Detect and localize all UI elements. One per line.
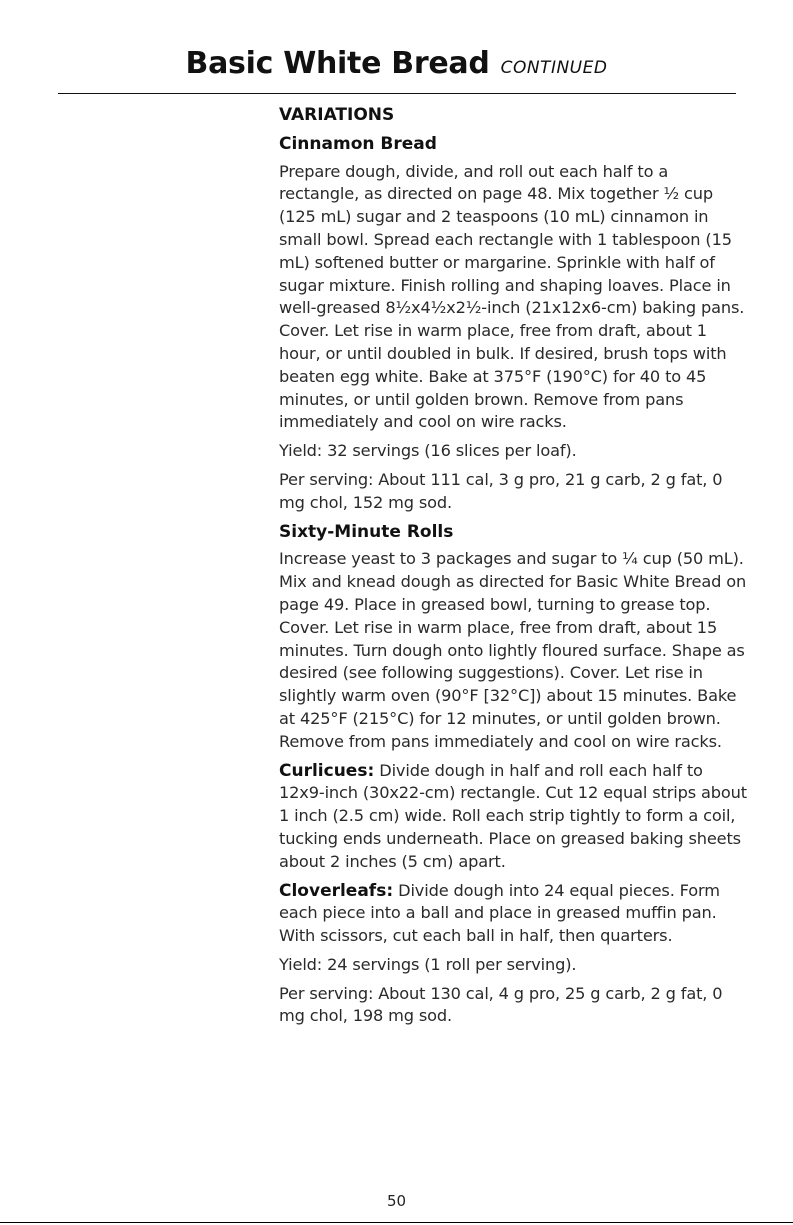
cloverleafs-label: Cloverleafs: bbox=[279, 880, 394, 901]
cloverleafs-text: Divide dough into 24 equal pieces. Form each piece into a ball and place in greased muffin pan. With scissors, cut each ball in half, then quarters. bbox=[279, 880, 720, 946]
curlicues-text: Divide dough in half and roll each half to 12x9-inch (30x22-cm) rectangle. Cut 12 equal strips about 1 inch (2.5 cm) wide. Roll each strip tightly to form a coil, tucking ends underneath. Place on greased baking sheets about 2 inches (5 cm) apart. bbox=[279, 760, 747, 871]
page-subtitle: CONTINUED bbox=[500, 58, 608, 78]
page-number: 50 bbox=[386, 1192, 407, 1210]
bottom-divider bbox=[0, 1222, 793, 1223]
sixty-minute-rolls-heading: Sixty-Minute Rolls bbox=[279, 521, 454, 542]
page-header bbox=[0, 46, 793, 81]
rolls-nutrition: Per serving: About 130 cal, 4 g pro, 25 g carb, 2 g fat, 0 mg chol, 198 mg sod. bbox=[279, 983, 723, 1026]
sixty-minute-rolls-instructions: Increase yeast to 3 packages and sugar to ¼ cup (50 mL). Mix and knead dough as directed for Basic White Bread on page 49. Place in greased bowl, turning to grease top. Cover. Let rise in warm place, free from draft, about 15 minutes. Turn dough onto lightly floured surface. Shape as desired (see following suggestions). Cover. Let rise in slightly warm oven (90°F [32°C]) about 15 minutes. Bake at 425°F (215°C) for 12 minutes, or until golden brown. Remove from pans immediately and cool on wire racks. bbox=[279, 549, 747, 751]
variations-heading: VARIATIONS bbox=[279, 105, 395, 125]
header-divider bbox=[58, 93, 736, 94]
curlicues-label: Curlicues: bbox=[279, 760, 375, 781]
curlicues-paragraph bbox=[279, 760, 749, 874]
cinnamon-bread-yield: Yield: 32 servings (16 slices per loaf). bbox=[279, 441, 577, 461]
rolls-yield: Yield: 24 servings (1 roll per serving). bbox=[279, 954, 577, 974]
recipe-content bbox=[279, 104, 749, 1034]
cinnamon-bread-instructions: Prepare dough, divide, and roll out each half to a rectangle, as directed on page 48. Mix together ½ cup (125 mL) sugar and 2 teaspoons (10 mL) cinnamon in small bowl. Spread each rectangle with 1 tablespoon (15 mL) softened butter or margarine. Sprinkle with half of sugar mixture. Finish rolling and shaping loaves. Place in well-greased 8½x4½x2½-inch (21x12x6-cm) baking pans. Cover. Let rise in warm place, free from draft, about 1 hour, or until doubled in bulk. If desired, brush tops with beaten egg white. Bake at 375°F (190°C) for 40 to 45 minutes, or until golden brown. Remove from pans immediately and cool on wire racks. bbox=[279, 161, 745, 432]
cinnamon-bread-nutrition: Per serving: About 111 cal, 3 g pro, 21 g carb, 2 g fat, 0 mg chol, 152 mg sod. bbox=[279, 469, 723, 512]
cloverleafs-paragraph bbox=[279, 880, 749, 948]
cinnamon-bread-heading: Cinnamon Bread bbox=[279, 133, 437, 154]
page-title: Basic White Bread bbox=[185, 46, 490, 81]
